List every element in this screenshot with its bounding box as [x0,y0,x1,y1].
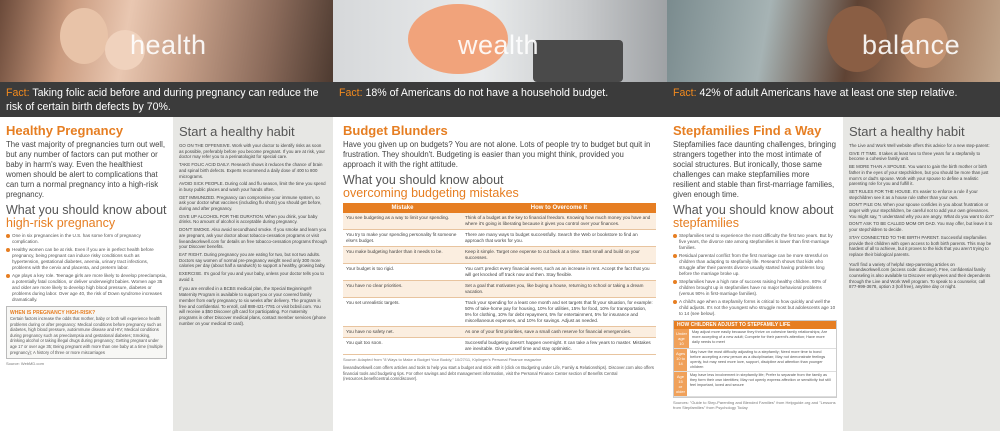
fact-text: 18% of Americans do not have a household budget. [365,87,609,99]
balance-photo [667,0,1000,82]
table-row [343,264,656,281]
source-note: Sources: "Guide to Step-Parenting and Blended Families" from Helpguide.org and "Lessons from Stepfamilies" from Psychology Today [673,400,836,410]
table-cell: Keep it simple. Target one expense to cut back at a time. Start small and build on your successes. [462,247,656,264]
sidebar-item: DON'T PILE ON. When your spouse confides in you about frustration or anger with your stepchildren, be careful not to add your own grievances. You might say, "I understand why you are angry. What do you want to do?" [849,202,994,219]
sidebar-item: BE MORE THAN A SPOUSE. You want to gain the birth mother or birth father in the eyes of your stepchildren, but you should be more than just mom's or dad's spouse. Work with your spouse to define a realistic parenting role for you and fulfill it. [849,164,989,187]
table-header: How to Overcome It [462,203,656,213]
sidebar-item: TAKE FOLIC ACID DAILY. Research shows it reduces the chance of brain and spinal birth defects. Experts recommend a daily dose of 400 to 800 micrograms. [179,162,323,179]
table-cell: You can't predict every financial event, such as an increase in rent. Accept the fact that you will get knocked off track now and then. Stay flexible. [462,264,656,281]
budget-mistakes-table [343,203,656,355]
subheading-accent: high-risk pregnancy [6,216,116,230]
fact-label: Fact: [6,87,30,99]
fact-label: Fact: [339,87,363,99]
table-row [343,327,656,338]
table-cell: You quit too soon. [343,338,462,355]
table-row [343,338,656,355]
sidebar-item: EXERCISE. It's good for you and your baby, unless your doctor tells you to avoid it. [179,271,324,282]
list-item: Stepfamilies tend to experience the most difficulty the first two years. But by five years, the divorce rate among stepfamilies is lower than first-marriage families. [673,233,837,251]
table-row [343,213,656,230]
tips-list [6,233,167,303]
sidebar-title: Start a healthy habit [179,124,295,139]
subheading-plain: What you should know about [6,203,167,217]
subheading [343,174,657,200]
sidebar-footer: You'll find a variety of helpful step-parenting articles on liveandworkwell.com (access code: discover). Free, confidential family counseling is also available to Discover employees and their dependents through the Live and Work Well program. To speak to a counselor, call 877-999-3678, option 3 (toll free), anytime day or night. [849,261,991,290]
age-text: May have the most difficulty adjusting to a stepfamily; Need more time to bond before accepting a new person as a disciplinarian; May not demonstrate feelings openly, but may need more love, support, discipline and attention than younger children [690,350,826,369]
subheading-plain: What you should know about [343,173,504,187]
balance-panel [667,0,1000,431]
source-note: Source: Adapted from "8 Ways to Make a Budget Your Buddy," 10/27/11, Kiplinger's Personal Finance magazine [343,357,542,362]
subheading [6,204,167,230]
health-fact-bar [0,82,333,117]
table-cell: Successful budgeting doesn't happen overnight. It can take a few years to master. Mistakes are inevitable. Give yourself time and stay optimistic. [462,338,656,355]
sidebar-item: GET IMMUNIZED. Pregnancy can compromise your immune system, so ask your doctor what vaccines (including flu shots) you should get before, during and after pregnancy. [179,194,322,212]
balance-main-column [667,117,843,414]
sidebar-title: Start a healthy habit [849,124,965,139]
sidebar-item: GO ON THE OFFENSIVE. Work with your doctor to identify risks as soon as possible, preferably before you become pregnant. If you are at risk, your doctor may refer you to a perinatologist for special care. [179,143,325,160]
health-sidebar [173,117,333,431]
table-row [343,298,656,327]
subheading-accent: overcoming budgeting mistakes [343,186,519,200]
section-heading: Healthy Pregnancy [6,123,124,138]
box-title: HOW CHILDREN ADJUST TO STEPFAMILY LIFE [674,321,836,329]
health-main-column [0,117,173,370]
table-cell: As one of your first priorities, save a small cash reserve for financial emergencies. [462,327,656,338]
table-cell: Track your spending for a least one month and set targets that fit your situation, for example: 50% of take-home pay for housing, 10% for utilities, 15% for food, 10% for transportation, 5% for clothing, 10% for debt repayment, 5% for entertainment, 5% for insurance and miscellaneous expenses, and 10% for savings. Adjust as needed. [462,298,656,327]
sidebar-footer: If you are enrolled in a BCBS medical plan, the Special Beginnings® Maternity Program is available to support you or your covered family member from early pregnancy to six weeks after delivery. The program is free and confidential. To enroll, call 888-421-7781 or visit bcbsil.com. You will receive a $50 Discover gift card for participating. For maternity programs in other Discover medical plans, contact member services (phone number on your medical ID card). [179,286,326,326]
table-cell: You have no clear priorities. [343,281,462,298]
table-cell: You see budgeting as a way to limit your spending. [343,213,462,230]
sidebar-item: STAY CONNECTED TO THE BIRTH PARENT. Successful stepfamilies provide their children with open access to both birth parents. This may be hardest of all to achieve, but it proves to the kids that you aren't trying to replace their biological parents. [849,234,992,257]
wealth-footer: liveandworkwell.com offers articles and tools to help you start a budget and stick with it (click on Budgeting under Life, Family & Relationships). Discover.com also offers financial tools and budgeting tips. For other savings and debt management information, visit the Personal Finance Center section of Benefits Central (resources.benefitcentral.com/discover). [343,365,655,382]
wealth-photo [333,0,667,82]
health-photo-word: health [130,30,207,60]
fact-text: Taking folic acid before and during pregnancy can reduce the risk of certain birth defects by 70%. [6,87,319,113]
age-row [674,349,836,372]
age-label: Age 15 or older [676,374,685,394]
sidebar-item: GIVE UP ALCOHOL FOR THE DURATION. When you drink, your baby drinks. No amount of alcohol is acceptable during pregnancy. [179,213,318,225]
table-cell: Think of a budget as the key to financial freedom. Knowing how much money you have and where it's going is liberating because it gives you control over your finances. [462,213,656,230]
sidebar-item: SET RULES FOR THE HOUSE. It's easier to enforce a rule if your stepchildren see it as a house rule rather than your own. [849,188,978,200]
list-item: Age plays a key role. Teenage girls are more likely to develop preeclampsia, a potentially fatal condition, or deliver underweight babies. Women age 35 and older are more likely to develop high blood pressure, diabetes or problems during labor. Over age 40, the risk of Down syndrome increases dramatically. [6,273,167,303]
balance-sidebar [843,117,1000,431]
intro-text: The vast majority of pregnancies turn out well, but any number of factors can put mother or baby in harm's way. Even the healthiest women should be alert to complications that can turn a normal pregnancy into a high-risk pregnancy. [6,140,166,199]
sidebar-item: EAT RIGHT. During pregnancy you are eating for two, but not two adults. Doctors say women of normal pre-pregnancy weight need only 300 more calories per day (about half a sandwich) to support a healthy, growing baby. [179,251,326,269]
wealth-panel [333,0,667,431]
table-row [343,247,656,264]
age-row [674,329,836,349]
child-adjustment-box [673,320,837,398]
sidebar-item: AVOID SICK PEOPLE. During cold and flu season, limit the time you spend in busy public places and wash your hands often. [179,181,326,192]
wealth-main-column [333,117,667,388]
balance-fact-bar [667,82,1000,117]
wealth-photo-word: wealth [458,30,540,60]
sidebar-item: DON'T ASK TO BE CALLED MOM OR DAD. You may offer, but leave it to your stepchildren to decide. [849,221,993,233]
sidebar-item: DON'T SMOKE. Also avoid secondhand smoke. If you smoke and learn you are pregnant, ask your doctor about tobacco-cessation programs or visit liveandworkwell.com for details on free tobacco-cessation programs through your Discover benefits. [179,227,327,250]
list-item: Stepfamilies have a high rate of success raising healthy children. 80% of children brought up in stepfamilies have no major behavioral problems (versus 90% in first-marriage families). [673,279,837,297]
sidebar-item: GIVE IT TIME. It takes at least two to three years for a stepfamily to become a cohesive family unit. [849,150,981,162]
section-heading: Budget Blunders [343,123,448,138]
age-row [674,372,836,397]
table-header: Mistake [343,203,462,213]
table-cell: Set a goal that motivates you, like buying a house, returning to school or taking a dream vacation. [462,281,656,298]
age-text: May adjust more easily because they thrive on cohesive family relationships; Are more accepting of a new adult; Compete for their parent's attention; Have more daily needs to meet [691,330,828,344]
health-photo [0,0,333,82]
high-risk-inset [6,306,167,359]
table-cell: Your budget is too rigid. [343,264,462,281]
list-item: One in six pregnancies in the U.S. has some form of pregnancy complication. [6,233,167,245]
age-label: Under age 10 [676,331,687,346]
table-cell: You have no safety net. [343,327,462,338]
section-heading: Stepfamilies Find a Way [673,123,822,138]
intro-text: Have you given up on budgets? You are not alone. Lots of people try to budget but quit in frustration. They shouldn't. Budgeting is easier than you might think, provided you approach it with the right attitude. [343,140,651,169]
table-cell: There are many ways to budget successfully. Search the Web or bookstore to find an approach that works for you. [462,230,656,247]
table-cell: You set unrealistic targets. [343,298,462,327]
subheading [673,204,837,230]
list-item: Residual parental conflict from the first marriage can be more stressful on children than adapting to stepfamily life. Research shows that kids who struggle after their parents divorce usually started having problems long before the marriage broke up. [673,253,837,277]
source-note: Source: WebMD.com [6,361,44,367]
mother-face-shape [60,8,108,64]
fact-label: Fact: [673,87,697,99]
health-panel [0,0,333,431]
inset-title: WHEN IS PREGNANCY HIGH-RISK? [10,310,96,316]
table-row [343,230,656,247]
age-label: Ages 10 to 14 [674,349,687,371]
list-item: A child's age when a stepfamily forms is critical to how quickly and well the child adjusts. It's not the youngest who struggle most but adolescents age 10 to 14 (see below). [673,299,837,317]
table-cell: You make budgeting harder than it needs to be. [343,247,462,264]
table-row [343,281,656,298]
fact-text: 42% of adult Americans have at least one step relative. [699,87,958,99]
table-cell: You try to make your spending personality fit someone else's budget. [343,230,462,247]
inset-text: Certain factors increase the odds that mother, baby or both will experience health problems during or after pregnancy: Medical conditions before pregnancy such as diabetes, high blood pressure, autoimmune disease and HIV; Medical conditions during pregnancy such as preeclampsia and gestational diabetes; Smoking, drinking alcohol or taking illegal drugs during pregnancy; Getting pregnant under age 17 or over age 35; Being pregnant with more than one baby at a time (multiple pregnancy); A history of three or more miscarriages [10,316,163,355]
sidebar-intro: The Live and Work Well website offers this advice for a new step-parent: [849,143,990,148]
calculator-shape [533,40,623,82]
list-item: Healthy women can be at risk. Even if you are in perfect health before pregnancy, being pregnant can induce risky conditions such as hypertension, gestational diabetes, anemia, urinary tract infections, problems with the cervix and placenta, and preterm labor. [6,247,167,271]
subheading-plain: What you should know about [673,203,834,217]
wealth-fact-bar [333,82,667,117]
balance-photo-word: balance [862,30,961,60]
tips-list [673,233,837,317]
subheading-accent: stepfamilies [673,216,739,230]
age-text: May have less involvement in stepfamily life; Prefer to separate from the family as they form their own identities; May not openly express affection or sensitivity but still feel important, loved and secure [689,373,831,387]
intro-text: Stepfamilies face daunting challenges, bringing strangers together into the most intimate of social structures. But ironically, those same challenges can make stepfamilies more resilient and stable than first-marriage families, given enough time. [673,140,836,199]
